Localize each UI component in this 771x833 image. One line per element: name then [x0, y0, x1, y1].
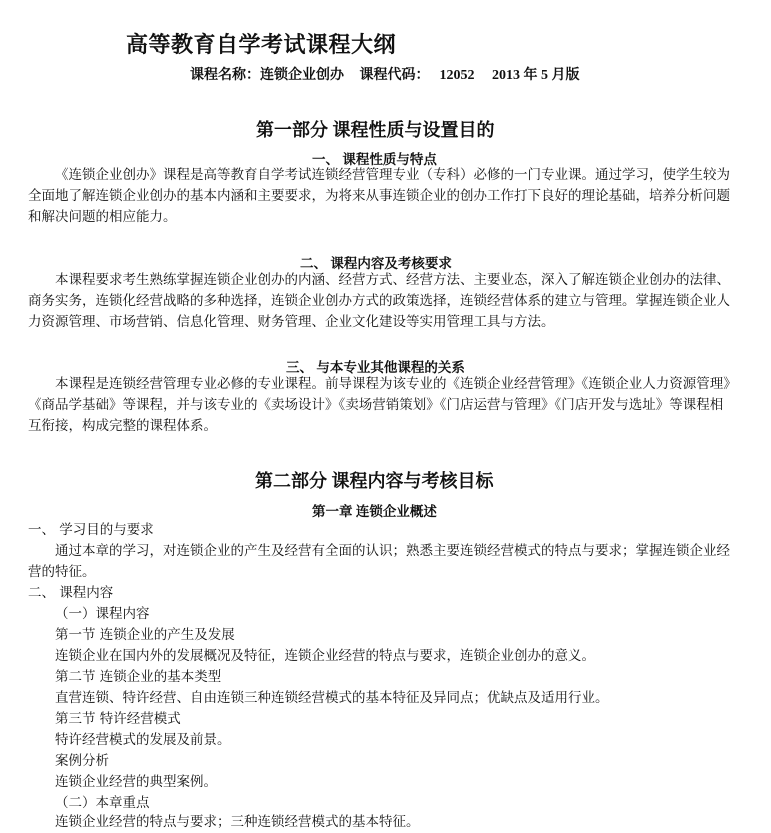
section-title: 二、 课程内容及考核要求 — [300, 256, 452, 271]
course-code-label: 课程代码： — [359, 68, 430, 83]
goal-body: 通过本章的学习，对连锁企业的产生及经营有全面的认识；熟悉主要连锁经营模式的特点与要求；掌握连锁企业经营的特征。 — [28, 543, 730, 580]
subheading: （二）本章重点 — [55, 795, 150, 811]
course-meta — [190, 64, 580, 84]
section-body: 本课程是连锁经营管理专业必修的专业课程。前导课程为该专业的《连锁企业经营管理》《连锁企业人力资源管理》《商品学基础》等课程，并与该专业的《卖场设计》《卖场营销策划》《门店运营与管理》《门店开发与选址》等课程相互衔接，构成完整的课程体系。 — [28, 376, 730, 434]
case-body: 连锁企业经营的典型案例。 — [55, 774, 217, 790]
part2-title: 第二部分 课程内容与考核目标 — [255, 471, 494, 491]
section-body: 《连锁企业创办》课程是高等教育自学考试连锁经营管理专业（专科）必修的一门专业课。通过学习，使学生较为全面地了解连锁企业创办的基本内涵和主要要求，为将来从事连锁企业的创办工作打下良好的理论基础，培养分析问题和解决问题的相应能力。 — [28, 167, 730, 225]
section-title: 三、 与本专业其他课程的关系 — [286, 360, 465, 375]
document-title: 高等教育自学考试课程大纲 — [126, 32, 397, 57]
course-name: 连锁企业创办 — [260, 68, 344, 83]
chapter-title: 第一章 连锁企业概述 — [312, 504, 437, 519]
key-body: 连锁企业经营的特点与要求；三种连锁经营模式的基本特征。 — [55, 814, 420, 830]
case-title: 案例分析 — [55, 753, 109, 769]
version-date: 2013 年 5 月版 — [492, 68, 580, 83]
node-body: 直营连锁、特许经营、自由连锁三种连锁经营模式的基本特征及异同点；优缺点及适用行业。 — [55, 690, 609, 706]
goal-heading: 一、 学习目的与要求 — [28, 522, 154, 538]
node-body: 连锁企业在国内外的发展概况及特征，连锁企业经营的特点与要求，连锁企业创办的意义。 — [55, 648, 595, 664]
section-title: 一、 课程性质与特点 — [312, 152, 437, 167]
section-body: 本课程要求考生熟练掌握连锁企业创办的内涵、经营方式、经营方法、主要业态，深入了解连锁企业创办的法律、商务实务，连锁化经营战略的多种选择，连锁企业创办方式的政策选择，连锁经营体系的建立与管理。掌握连锁企业人力资源管理、市场营销、信息化管理、财务管理、企业文化建设等实用管理工具与方法。 — [28, 272, 730, 330]
node-title: 第一节 连锁企业的产生及发展 — [55, 627, 235, 643]
node-title: 第三节 特许经营模式 — [55, 711, 181, 727]
node-body: 特许经营模式的发展及前景。 — [55, 732, 231, 748]
subheading: （一）课程内容 — [55, 606, 150, 622]
course-code: 12052 — [439, 68, 475, 83]
node-title: 第二节 连锁企业的基本类型 — [55, 669, 222, 685]
content-heading: 二、 课程内容 — [28, 585, 114, 601]
course-name-label: 课程名称： — [190, 68, 260, 83]
part1-title: 第一部分 课程性质与设置目的 — [256, 120, 495, 140]
